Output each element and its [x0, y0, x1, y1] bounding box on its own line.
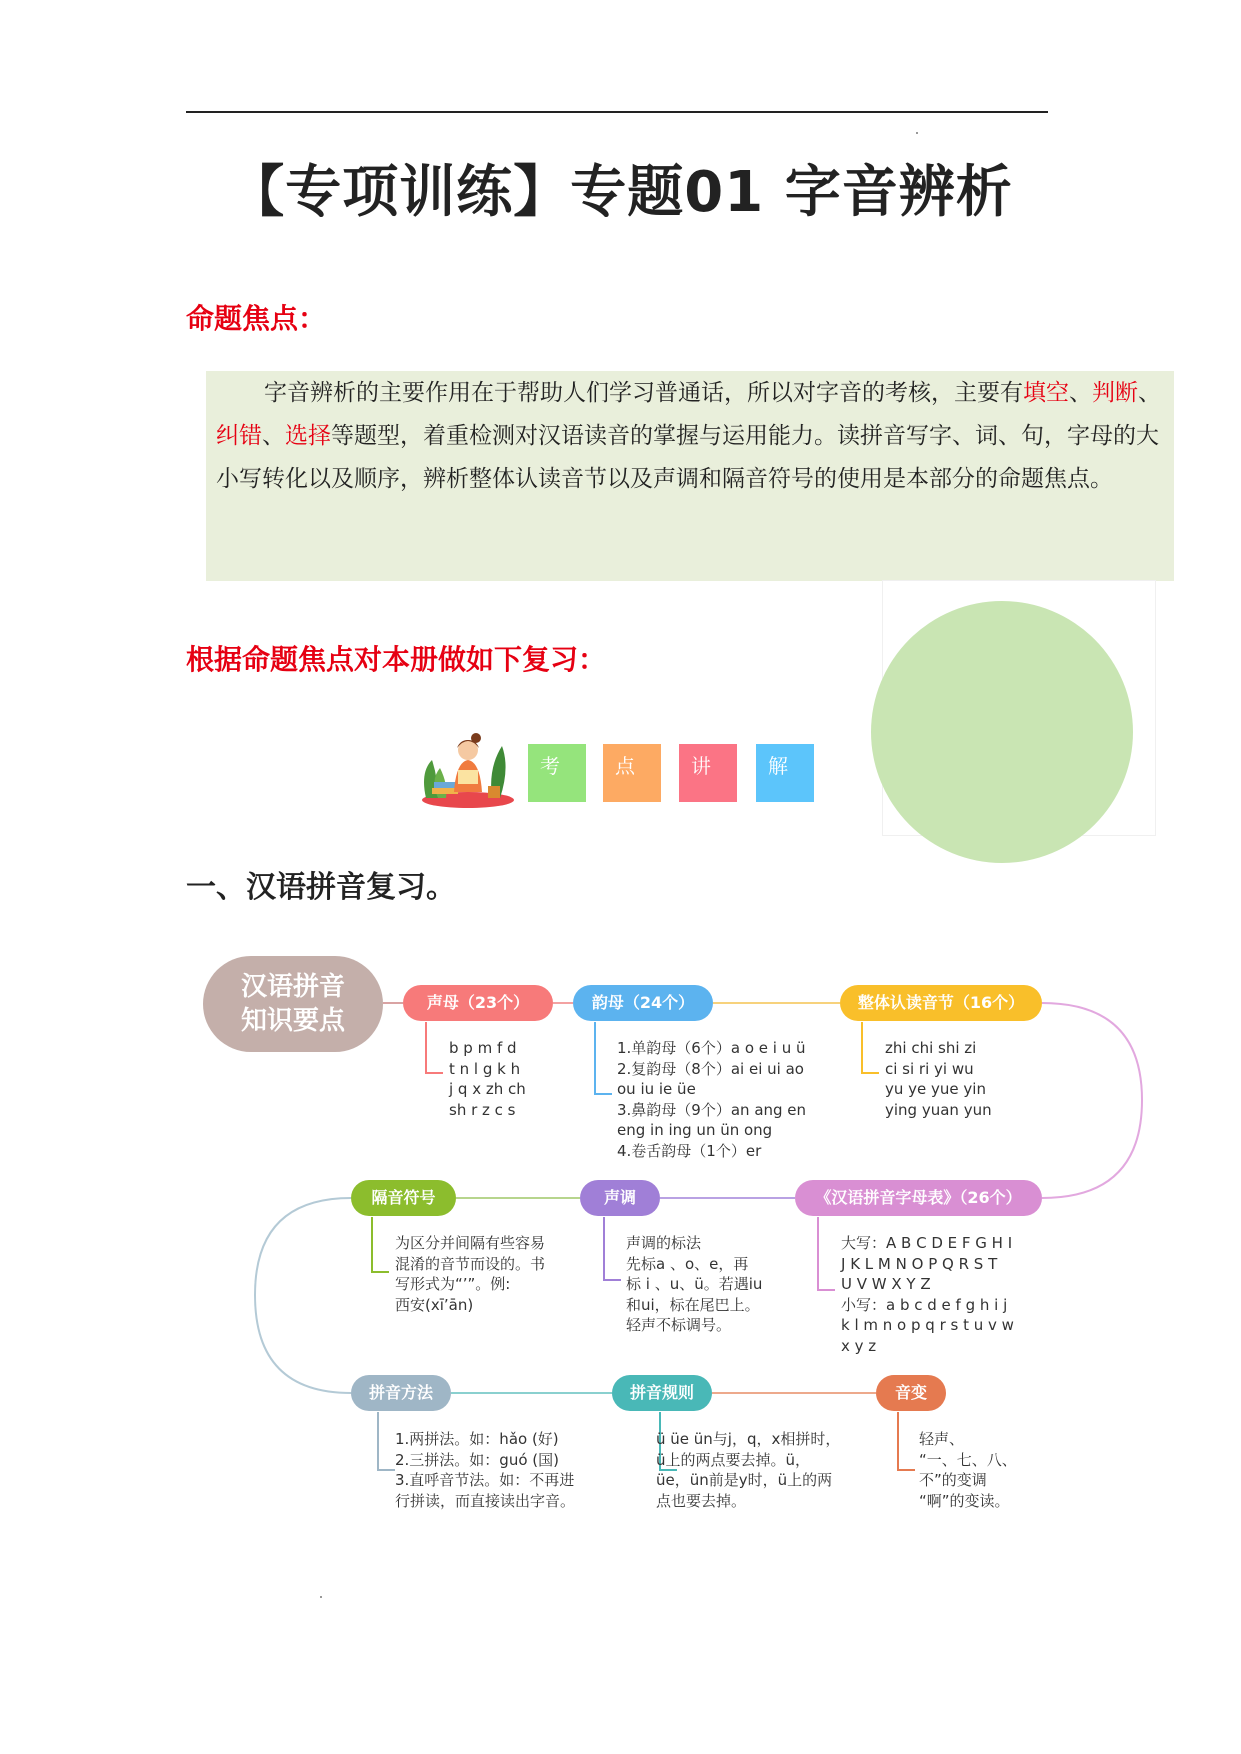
focus-text-1: 字音辨析的主要作用在于帮助人们学习普通话，所以对字音的考核，主要有	[264, 380, 1023, 406]
dot-mark-bottom	[320, 1596, 322, 1598]
focus-sep-3: 、	[262, 423, 285, 449]
focus-sep-1: 、	[1069, 380, 1092, 406]
focus-keyword-judge: 判断	[1092, 380, 1138, 406]
note-sound-change: 轻声、 “一、七、八、 不”的变调 “啊”的变读。	[919, 1430, 1017, 1510]
focus-keyword-correct: 纠错	[216, 423, 262, 449]
note-tones: 声调的标法 先标a 、o、e，再 标 i 、u、ü。若遇iu 和ui，标在尾巴上。 轻声不标调号。	[626, 1234, 763, 1334]
note-whole-syllables: zhi chi shi zi ci si ri yi wu yu ye yue yin ying yuan yun	[885, 1039, 992, 1119]
node-spelling-rules: 拼音规则	[612, 1375, 712, 1411]
note-spelling-methods: 1.两拼法。如：hǎo (好) 2.三拼法。如：guó (国) 3.直呼音节法。如：不再进 行拼读，而直接读出字音。	[395, 1430, 576, 1510]
node-sound-change: 音变	[876, 1375, 946, 1411]
focus-keyword-fill: 填空	[1023, 380, 1069, 406]
mindmap-root	[203, 956, 383, 1052]
note-initials: b p m f d t n l g k h j q x zh ch sh r z c s	[449, 1039, 526, 1119]
focus-sep-2: 、	[1138, 380, 1161, 406]
note-finals: 1.单韵母（6个）a o e i u ü 2.复韵母（8个）ai ei ui ao ou iu ie üe 3.鼻韵母（9个）an ang en eng in ing un ün ong 4.卷舌韵母（1个）er	[617, 1039, 807, 1160]
node-finals: 韵母（24个）	[573, 985, 713, 1021]
node-initials: 声母（23个）	[403, 985, 553, 1021]
node-spelling-methods: 拼音方法	[351, 1375, 451, 1411]
note-separator: 为区分并间隔有些容易 混淆的音节而设的。书 写形式为“’”。例: 西安(xī’ān)	[395, 1234, 546, 1314]
note-spelling-rules: ü üe ün与j，q，x相拼时， ü上的两点要去掉。ü， üe，ün前是y时，ü上的两 点也要去掉。	[656, 1430, 841, 1510]
focus-text-2: 等题型，着重检测对汉语读音的掌握与运用能力。读拼音写字、词、句，字母的大小写转化以及顺序，辨析整体认读音节以及声调和隔音符号的使用是本部分的命题焦点。	[216, 423, 1159, 492]
section-heading: 一、汉语拼音复习。	[186, 870, 456, 905]
node-separator: 隔音符号	[351, 1180, 456, 1216]
node-tones: 声调	[580, 1180, 660, 1216]
node-whole-syllables: 整体认读音节（16个）	[840, 985, 1042, 1021]
mindmap-root-line1: 汉语拼音	[240, 972, 345, 1002]
review-heading: 根据命题焦点对本册做如下复习：	[186, 643, 607, 676]
note-alphabet: 大写：A B C D E F G H I J K L M N O P Q R S T U V W X Y Z 小写：a b c d e f g h i j k l m n o p q r s t u v w x y z	[841, 1234, 1014, 1355]
badge-dian-label: 点	[615, 754, 635, 778]
page-title: 【专项训练】专题01 字音辨析	[228, 160, 1013, 225]
mindmap-root-line2: 知识要点	[240, 1006, 345, 1036]
focus-heading: 命题焦点：	[186, 302, 327, 335]
focus-keyword-choice: 选择	[285, 423, 331, 449]
badge-jiang-label: 讲	[691, 754, 711, 778]
badge-kao-label: 考	[540, 754, 560, 778]
badge-jie-label: 解	[768, 754, 788, 778]
node-alphabet: 《汉语拼音字母表》（26个）	[795, 1180, 1042, 1216]
